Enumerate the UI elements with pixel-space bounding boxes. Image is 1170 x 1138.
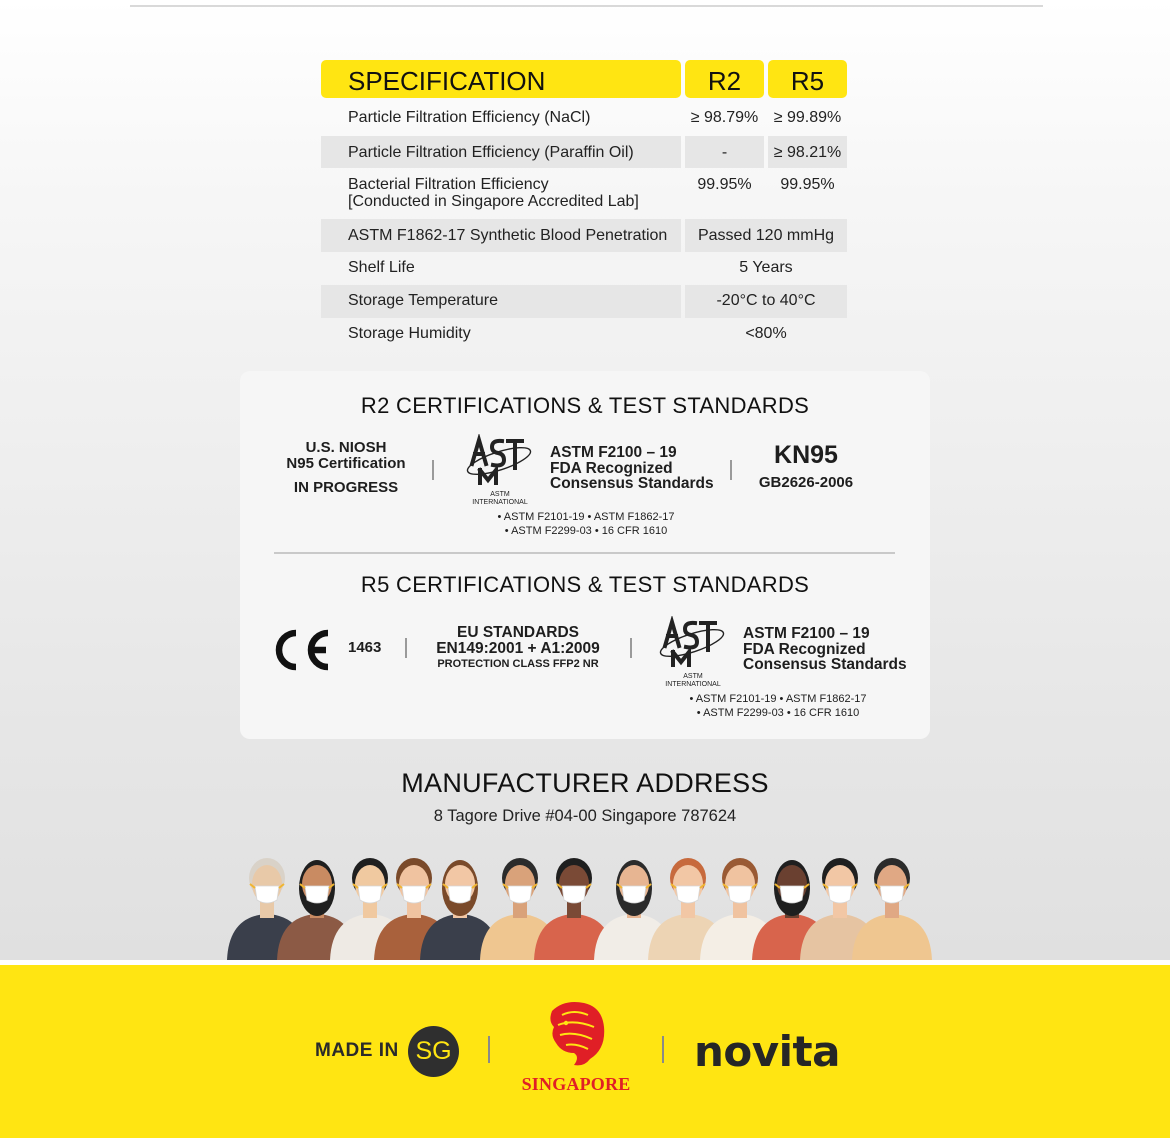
spec-row-bacterial <box>321 169 848 219</box>
sg-badge: SG <box>408 1026 459 1077</box>
spec-label-note: [Conducted in Singapore Accredited Lab] <box>348 193 639 210</box>
masked-person-figure <box>852 858 932 960</box>
eu-line: EU STANDARDS <box>457 624 579 641</box>
spec-row-storage-humidity <box>321 318 848 351</box>
kn95-standard: GB2626-2006 <box>758 474 854 491</box>
footer <box>0 965 1170 1138</box>
spec-row-nacl <box>321 100 848 136</box>
astm-international-caption: ASTM INTERNATIONAL <box>665 673 721 688</box>
astm-logo-icon <box>655 616 729 678</box>
singapore-lion-head-icon <box>544 997 608 1069</box>
footer-separator <box>662 1036 664 1063</box>
separator <box>630 638 632 658</box>
spec-value-r5: ≥ 99.89% <box>773 109 842 126</box>
spec-label: Storage Humidity <box>348 325 471 342</box>
astm-line: Consensus Standards <box>743 656 907 673</box>
astm-logo-icon <box>462 434 536 496</box>
astm-line: Consensus Standards <box>550 475 714 492</box>
spec-value-r2: - <box>721 144 728 161</box>
section-divider <box>274 552 895 554</box>
ce-mark-text: CE <box>270 629 272 630</box>
spec-value-both: Passed 120 mmHg <box>697 227 835 244</box>
certifications-card <box>240 371 930 739</box>
footer-separator <box>488 1036 490 1063</box>
singapore-wordmark: SINGAPORE <box>521 1074 631 1094</box>
spec-header-r5: R5 <box>768 60 847 98</box>
r2-astm-standards <box>550 445 714 492</box>
niosh-status: IN PROGRESS <box>293 479 399 496</box>
astm-sub-line: • ASTM F2101-19 • ASTM F1862-17 <box>497 511 675 523</box>
r2-certifications-title: R2 CERTIFICATIONS & TEST STANDARDS <box>360 393 810 418</box>
spec-value-r2: ≥ 98.79% <box>690 109 759 126</box>
spec-value-r2: 99.95% <box>697 176 752 193</box>
spec-row-paraffin <box>321 136 848 168</box>
spec-row-shelf-life <box>321 252 848 285</box>
masked-people-illustration-icon <box>222 848 934 960</box>
niosh-certification <box>274 440 418 496</box>
spec-value-r5: ≥ 98.21% <box>773 144 842 161</box>
astm-international-caption: ASTM INTERNATIONAL <box>472 491 528 506</box>
r5-astm-sub-standards <box>648 692 908 720</box>
spec-header-row <box>321 60 848 98</box>
niosh-line: N95 Certification <box>286 455 406 472</box>
spec-value-both: <80% <box>745 325 787 342</box>
spec-value-both: 5 Years <box>739 259 793 276</box>
kn95-label: KN95 <box>774 441 838 469</box>
novita-logo: novita <box>694 1027 840 1076</box>
ce-number: 1463 <box>348 639 382 656</box>
top-divider <box>130 5 1043 7</box>
spec-row-blood-penetration <box>321 219 848 252</box>
spec-header-r2: R2 <box>685 60 764 98</box>
separator <box>432 460 434 480</box>
spec-label: Particle Filtration Efficiency (NaCl) <box>348 109 591 126</box>
spec-value-both: -20°C to 40°C <box>716 292 816 309</box>
spec-label: Shelf Life <box>348 259 415 276</box>
niosh-line: U.S. NIOSH <box>305 439 387 456</box>
spec-row-storage-temperature <box>321 285 848 318</box>
r2-astm-sub-standards <box>456 510 716 538</box>
astm-line: ASTM F2100 – 19 <box>743 625 870 642</box>
manufacturer-address: 8 Tagore Drive #04-00 Singapore 787624 <box>433 807 737 825</box>
separator <box>405 638 407 658</box>
spec-label: Particle Filtration Efficiency (Paraffin Oil) <box>348 144 634 161</box>
manufacturer-title: MANUFACTURER ADDRESS <box>401 768 769 798</box>
r5-astm-standards <box>743 626 907 673</box>
specification-table <box>321 60 848 351</box>
eu-line: EN149:2001 + A1:2009 <box>436 640 600 657</box>
astm-sub-line: • ASTM F2299-03 • 16 CFR 1610 <box>504 525 668 537</box>
spec-value-r5: 99.95% <box>780 176 835 193</box>
spec-label: Storage Temperature <box>348 292 499 309</box>
separator <box>730 460 732 480</box>
eu-standards <box>423 625 613 671</box>
astm-line: ASTM F2100 – 19 <box>550 444 677 461</box>
spec-header-specification: SPECIFICATION <box>321 60 681 98</box>
spec-label: ASTM F1862-17 Synthetic Blood Penetration <box>348 227 668 244</box>
astm-line: FDA Recognized <box>550 459 673 477</box>
eu-protection-class: PROTECTION CLASS FFP2 NR <box>437 658 599 670</box>
r5-certifications-title: R5 CERTIFICATIONS & TEST STANDARDS <box>360 572 810 597</box>
astm-sub-line: • ASTM F2101-19 • ASTM F1862-17 <box>689 693 867 705</box>
ce-mark-icon <box>270 629 332 671</box>
astm-sub-line: • ASTM F2299-03 • 16 CFR 1610 <box>696 707 860 719</box>
made-in-label: MADE IN <box>315 1040 399 1061</box>
astm-line: FDA Recognized <box>743 640 866 658</box>
spec-label: Bacterial Filtration Efficiency <box>348 176 549 193</box>
